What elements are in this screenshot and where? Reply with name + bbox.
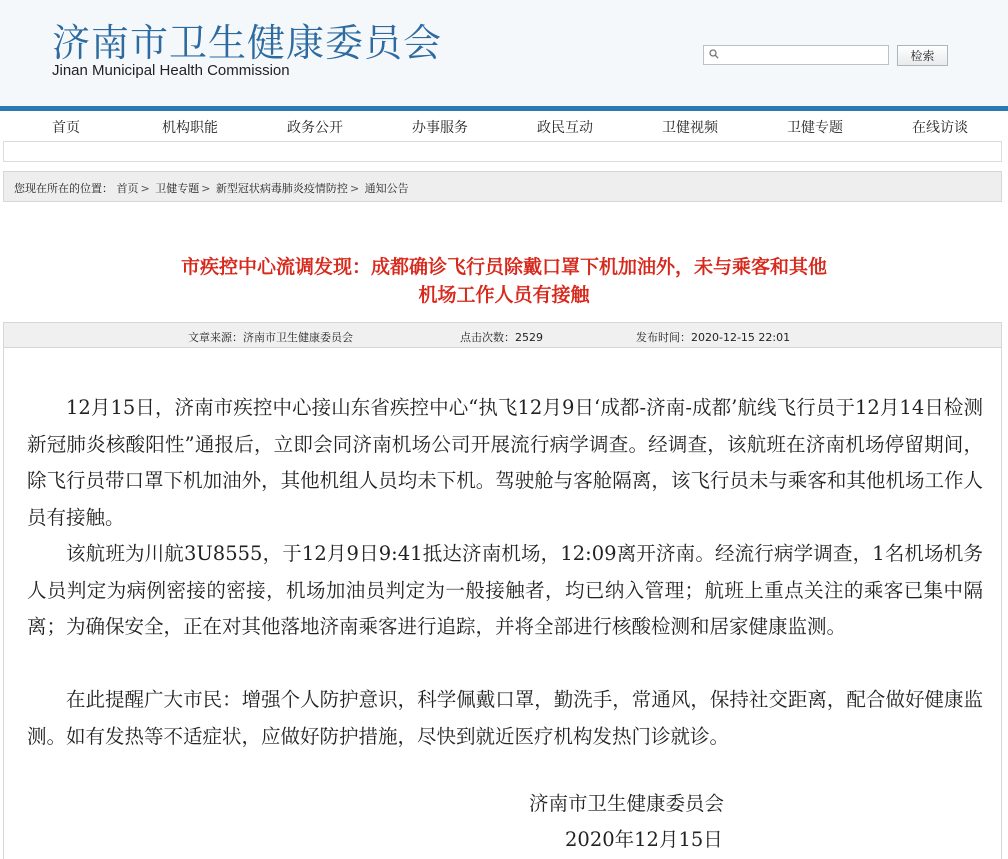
breadcrumb-topics[interactable]: 卫健专题 xyxy=(155,182,200,195)
breadcrumb-prefix: 您现在所在的位置： xyxy=(14,182,113,195)
article-views: 点击次数：2529 xyxy=(460,331,543,344)
site-subtitle: Jinan Municipal Health Commission xyxy=(52,62,290,79)
article-title xyxy=(0,253,1008,309)
article-title-line1: 市疾控中心流调发现：成都确诊飞行员除戴口罩下机加油外，未与乘客和其他 xyxy=(180,256,827,278)
breadcrumb-separator: > xyxy=(140,182,150,195)
nav-item-gov-affairs[interactable]: 政务公开 xyxy=(287,120,343,136)
breadcrumb-home[interactable]: 首页 xyxy=(116,182,139,195)
nav-item-home[interactable]: 首页 xyxy=(52,120,80,136)
site-title[interactable]: 济南市卫生健康委员会 xyxy=(52,21,443,65)
breadcrumb-notices[interactable]: 通知公告 xyxy=(364,182,409,195)
article-date: 2020年12月15日 xyxy=(565,828,723,851)
nav-item-topics[interactable]: 卫健专题 xyxy=(787,120,843,136)
breadcrumb-separator: > xyxy=(349,182,360,195)
nav-item-interviews[interactable]: 在线访谈 xyxy=(912,120,968,136)
site-header xyxy=(0,0,1008,107)
breadcrumb-separator: > xyxy=(201,182,211,195)
article-body xyxy=(3,348,1002,859)
search-box[interactable] xyxy=(703,45,889,65)
article-signature: 济南市卫生健康委员会 xyxy=(529,792,725,815)
article-paragraph: 在此提醒广大市民：增强个人防护意识，科学佩戴口罩，勤洗手，常通风，保持社交距离，配合做好健康监测。如有发热等不适症状，应做好防护措施，尽快到就近医疗机构发热门诊就诊。 xyxy=(27,688,983,748)
nav-item-functions[interactable]: 机构职能 xyxy=(162,120,218,136)
search-icon xyxy=(709,49,719,59)
article-paragraph: 12月15日，济南市疾控中心接山东省疾控中心“执飞12月9日‘成都-济南-成都’航线飞行员于12月14日检测新冠肺炎核酸阳性”通报后，立即会同济南机场公司开展流行病学调查。经调查，该航班在济南机场停留期间，除飞行员带口罩下机加油外，其他机组人员均未下机。驾驶舱与客舱隔离，该飞行员未与乘客和其他机场工作人员有接触。 xyxy=(27,396,983,529)
breadcrumb xyxy=(3,171,1002,202)
nav-item-services[interactable]: 办事服务 xyxy=(412,120,468,136)
sub-nav-bar xyxy=(3,141,1002,162)
nav-item-interaction[interactable]: 政民互动 xyxy=(537,120,593,136)
article-source: 文章来源：济南市卫生健康委员会 xyxy=(188,331,353,344)
article-meta xyxy=(3,322,1002,348)
main-nav xyxy=(0,111,1008,141)
article-paragraph: 该航班为川航3U8555，于12月9日9:41抵达济南机场，12:09离开济南。经流行病学调查，1名机场机务人员判定为病例密接的密接，机场加油员判定为一般接触者，均已纳入管理；航班上重点关注的乘客已集中隔离；为确保安全，正在对其他落地济南乘客进行追踪，并将全部进行核酸检测和居家健康监测。 xyxy=(27,542,984,638)
breadcrumb-covid[interactable]: 新型冠状病毒肺炎疫情防控 xyxy=(215,182,348,195)
article-published: 发布时间：2020-12-15 22:01 xyxy=(636,331,791,344)
search-button[interactable]: 检索 xyxy=(897,45,948,66)
article-title-line2: 机场工作人员有接触 xyxy=(418,284,590,306)
search-input[interactable] xyxy=(724,47,884,63)
nav-item-video[interactable]: 卫健视频 xyxy=(662,120,718,136)
